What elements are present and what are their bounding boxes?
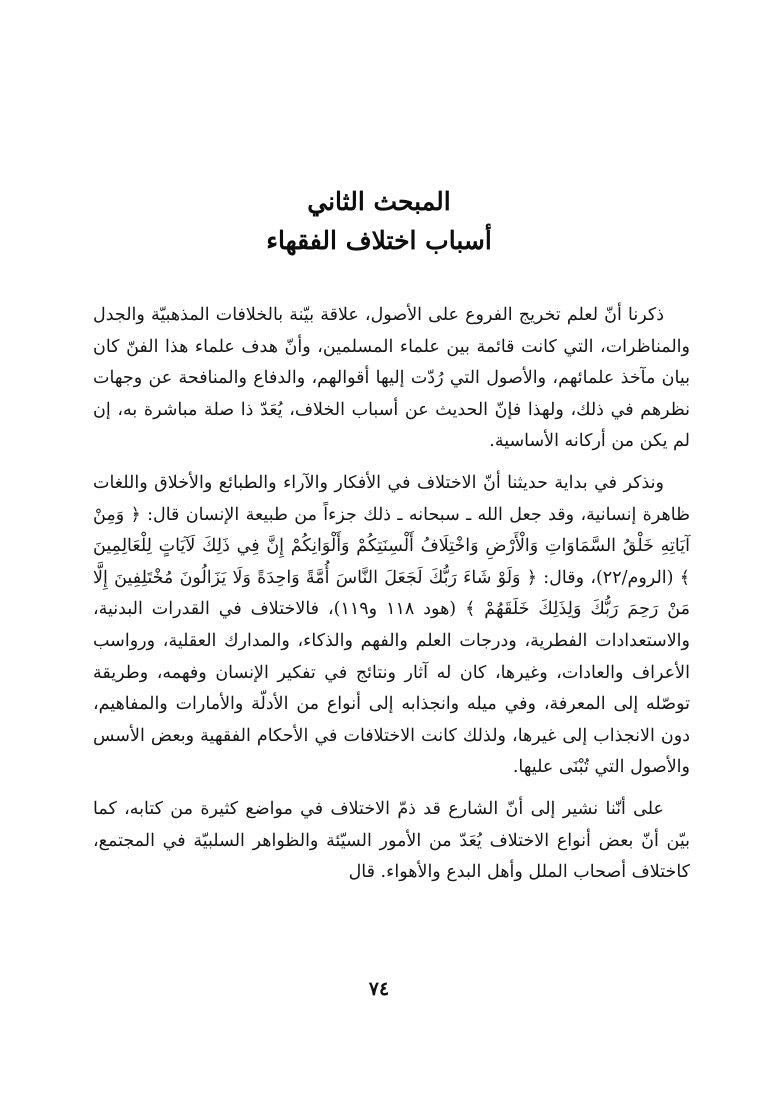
body-text [93,300,690,899]
paragraph-3: على أنّنا نشير إلى أنّ الشارع قد ذمّ الاختلاف في مواضع كثيرة من كتابه، كما بيّن أنّ بعض أنواع الاختلاف يُعَدّ من الأمور السيّئة والظواهر السلبيّة في المجتمع، كاختلاف أصحاب الملل وأهل البدع والأهواء. قال [93,798,690,883]
page-title: أسباب اختلاف الفقهاء [266,226,492,255]
paragraph-2: ونذكر في بداية حديثنا أنّ الاختلاف في الأفكار والآراء والطبائع والأخلاق واللغات ظاهرة إنسانية، وقد جعل الله ـ سبحانه ـ ذلك جزءاً من طبيعة الإنسان قال: ﴿ وَمِنْ آيَاتِهِ خَلْقُ السَّمَاوَاتِ وَالْأَرْضِ وَاخْتِلَافُ أَلْسِنَتِكُمْ وَأَلْوَانِكُمْ إِنَّ فِي ذَلِكَ لَآيَاتٍ لِلْعَالِمِينَ ﴾ (الروم/٢٢)، وقال: ﴿ وَلَوْ شَاءَ رَبُّكَ لَجَعَلَ النَّاسَ أُمَّةً وَاحِدَةً وَلَا يَزَالُونَ مُخْتَلِفِينَ إِلَّا مَنْ رَحِمَ رَبُّكَ وَلِذَلِكَ خَلَقَهُمْ ﴾ (هود ١١٨ و١١٩)، فالاختلاف في القدرات البدنية، والاستعدادات الفطرية، ودرجات العلم والفهم والذكاء، والمدارك العقلية، ورواسب الأعراف والعادات، وغيرها، كان له آثار ونتائج في تفكير الإنسان وفهمه، وطريقة توصّله إلى المعرفة، وفي ميله وانجذابه إلى أنواع من الأدلّة والأمارات والمفاهيم، دون الانجذاب إلى غيرها، ولذلك كانت الاختلافات في الأحكام الفقهية وبعض الأسس والأصول التي تُبْنَى عليها. [93,472,690,778]
section-heading: المبحث الثاني [307,187,451,216]
page-number: ٧٤ [368,978,390,1000]
paragraph-1: ذكرنا أنّ لعلم تخريج الفروع على الأصول، علاقة بيّنة بالخلافات المذهبيّة والجدل والمناظرات، التي كانت قائمة بين علماء المسلمين، وأنّ هدف علماء هذا الفنّ كان بيان مآخذ علمائهم، والأصول التي رُدّت إليها أقوالهم، والدفاع والمنافحة عن وجهات نظرهم في ذلك، ولهذا فإنّ الحديث عن أسباب الخلاف، يُعَدّ ذا صلة مباشرة به، إن لم يكن من أركانه الأساسية. [93,305,690,452]
